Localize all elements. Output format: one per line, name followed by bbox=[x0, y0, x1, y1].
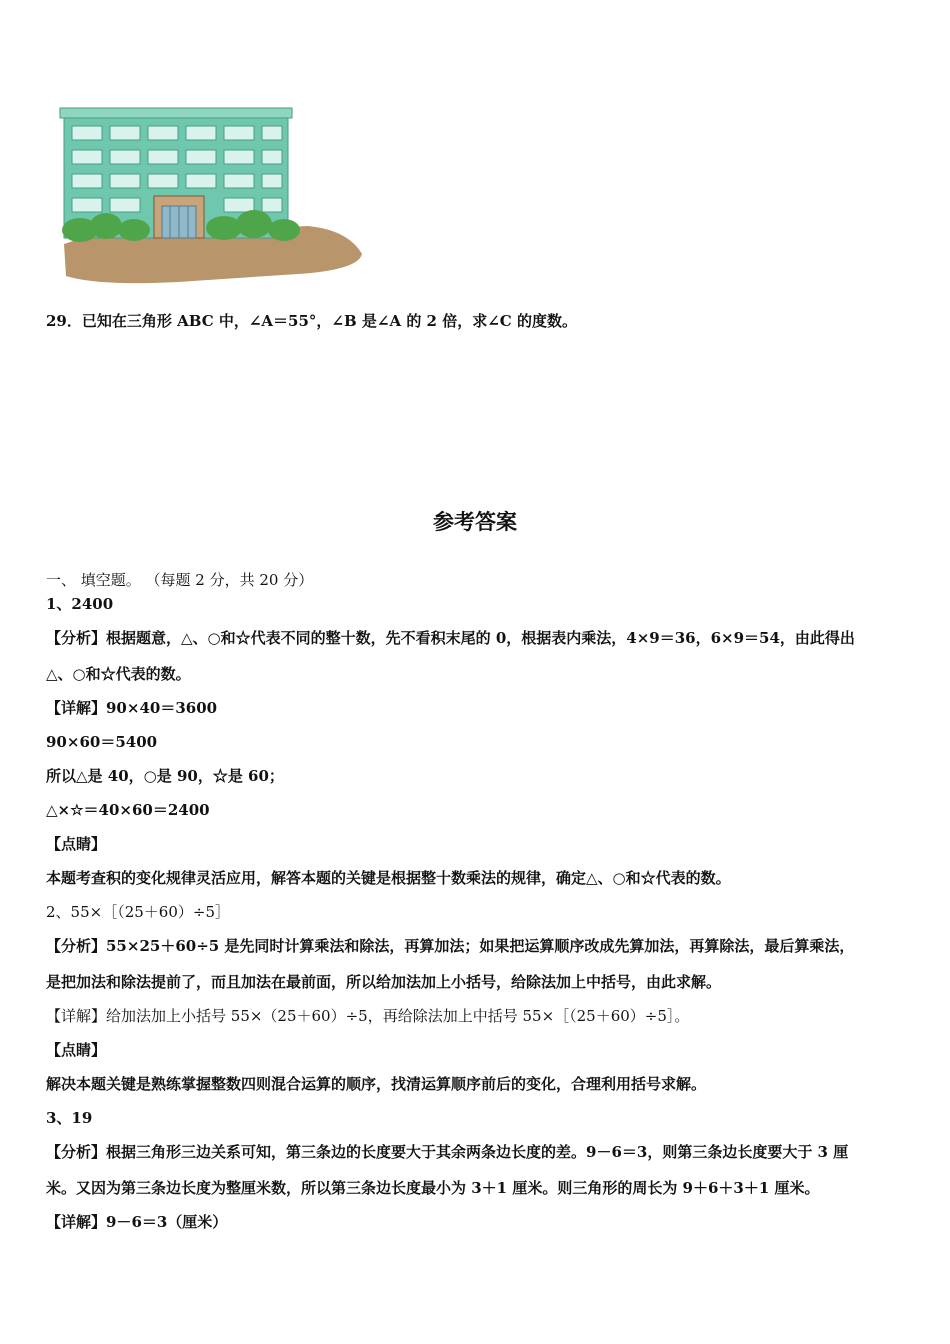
answer-3: 3、19 bbox=[46, 1109, 93, 1127]
detail-1-line-2: 90×60＝5400 bbox=[46, 733, 158, 751]
analysis-2-line-2: 是把加法和除法提前了，而且加法在最前面，所以给加法加上小括号，给除法加上中括号，由此求解。 bbox=[46, 973, 722, 991]
analysis-1-line-2: △、○和☆代表的数。 bbox=[46, 665, 191, 683]
analysis-2-line-1: 【分析】55×25＋60÷5 是先同时计算乘法和除法，再算加法；如果把运算顺序改成先算加法，再算除法，最后算乘法， bbox=[46, 937, 855, 955]
answer-2: 2、55×［（25＋60）÷5］ bbox=[46, 903, 230, 921]
question-29: 29．已知在三角形 ABC 中，∠A＝55°，∠B 是∠A 的 2 倍，求∠C 的度数。 bbox=[46, 312, 577, 330]
comment-1-heading: 【点睛】 bbox=[46, 835, 107, 853]
answer-1: 1、2400 bbox=[46, 595, 114, 613]
comment-2-heading: 【点睛】 bbox=[46, 1041, 107, 1059]
answer-title: 参考答案 bbox=[433, 510, 517, 534]
detail-1-line-3: 所以△是 40，○是 90，☆是 60； bbox=[46, 767, 284, 785]
school-building-illustration bbox=[58, 104, 368, 290]
analysis-3-line-2: 米。又因为第三条边长度为整厘米数，所以第三条边长度最小为 3＋1 厘米。则三角形的周长为 9＋6＋3＋1 厘米。 bbox=[46, 1179, 820, 1197]
detail-1-line-1: 【详解】90×40＝3600 bbox=[46, 699, 218, 717]
detail-3: 【详解】9－6＝3（厘米） bbox=[46, 1213, 228, 1231]
comment-2-text: 解决本题关键是熟练掌握整数四则混合运算的顺序，找清运算顺序前后的变化，合理利用括号求解。 bbox=[46, 1075, 707, 1093]
analysis-3-line-1: 【分析】根据三角形三边关系可知，第三条边的长度要大于其余两条边长度的差。9－6＝3，则第三条边长度要大于 3 厘 bbox=[46, 1143, 849, 1161]
comment-1-text: 本题考查积的变化规律灵活应用，解答本题的关键是根据整十数乘法的规律，确定△、○和☆代表的数。 bbox=[46, 869, 731, 887]
analysis-1-line-1: 【分析】根据题意，△、○和☆代表不同的整十数，先不看积末尾的 0，根据表内乘法，4×9＝36，6×9＝54，由此得出 bbox=[46, 629, 855, 647]
building-roof bbox=[60, 108, 292, 118]
detail-2: 【详解】给加法加上小括号 55×（25＋60）÷5，再给除法加上中括号 55×［（25＋60）÷5］。 bbox=[46, 1007, 690, 1025]
section-heading: 一、 填空题。 （每题 2 分，共 20 分） bbox=[46, 571, 314, 589]
detail-1-line-4: △×☆＝40×60＝2400 bbox=[46, 801, 210, 819]
